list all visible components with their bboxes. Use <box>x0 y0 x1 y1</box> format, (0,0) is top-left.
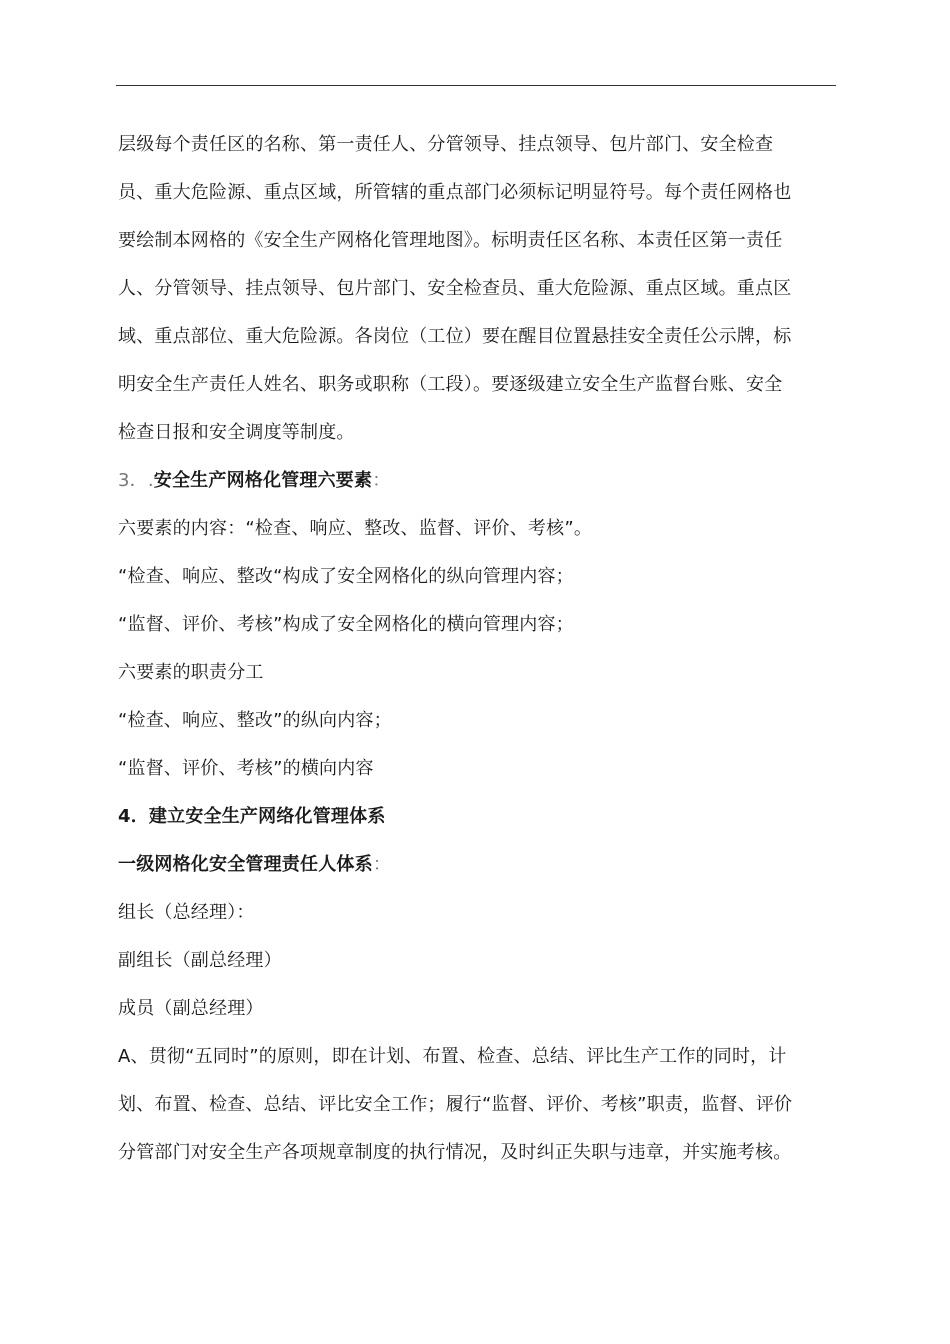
text-line: 组长（总经理）： <box>118 902 255 923</box>
text-line: A、贯彻“五同时”的原则，即在计划、布置、检查、总结、评比生产工作的同时，计 <box>118 1046 787 1067</box>
text-line: “监督、评价、考核”的横向内容 <box>118 758 374 779</box>
text-line: 划、布置、检查、总结、评比安全工作；履行“监督、评价、考核”职责，监督、评价 <box>118 1094 793 1115</box>
section-title: 安全生产网格化管理六要素 <box>153 470 373 491</box>
text-line: 分管部门对安全生产各项规章制度的执行情况，及时纠正失职与违章，并实施考核。 <box>118 1142 792 1163</box>
text-line: 域、重点部位、重大危险源。各岗位（工位）要在醒目位置悬挂安全责任公示牌，标 <box>118 326 792 347</box>
section-4-heading: 4．建立安全生产网络化管理体系 <box>118 806 386 827</box>
text-line: 六要素的职责分工 <box>118 662 264 683</box>
section-colon: ： <box>372 470 391 491</box>
level1-title: 一级网格化安全管理责任人体系 <box>118 854 373 875</box>
text-line: “监督、评价、考核”构成了安全网格化的横向管理内容； <box>118 614 574 635</box>
section-number: 3．. <box>118 470 154 491</box>
header-rule <box>116 85 836 86</box>
level1-heading <box>118 853 830 877</box>
text-line: 层级每个责任区的名称、第一责任人、分管领导、挂点领导、包片部门、安全检查 <box>118 134 774 155</box>
text-line: 要绘制本网格的《安全生产网格化管理地图》。标明责任区名称、本责任区第一责任 <box>118 230 783 251</box>
text-line: 副组长（副总经理） <box>118 950 282 971</box>
text-line: 成员（副总经理） <box>118 998 264 1019</box>
text-line: “检查、响应、整改”的纵向内容； <box>118 710 392 731</box>
text-line: 人、分管领导、挂点领导、包片部门、安全检查员、重大危险源、重点区域。重点区 <box>118 278 792 299</box>
level1-colon: ： <box>372 854 392 875</box>
text-line: 明安全生产责任人姓名、职务或职称（工段）。要逐级建立安全生产监督台账、安全 <box>118 374 783 395</box>
text-line: “检查、响应、整改“构成了安全网格化的纵向管理内容； <box>118 566 574 587</box>
section-3-heading <box>118 469 830 493</box>
text-line: 检查日报和安全调度等制度。 <box>118 422 355 443</box>
text-line: 六要素的内容：“检查、响应、整改、监督、评价、考核”。 <box>118 518 593 539</box>
text-line: 员、重大危险源、重点区域，所管辖的重点部门必须标记明显符号。每个责任网格也 <box>118 182 792 203</box>
